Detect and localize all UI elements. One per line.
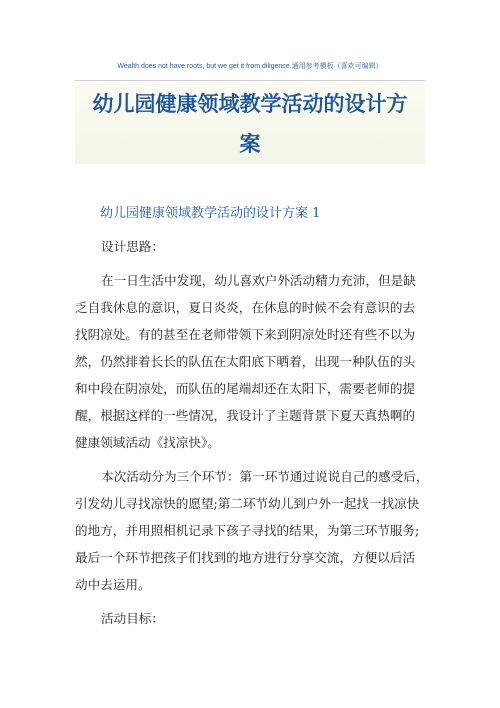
paragraph-line: 乏自我休息的意识，夏日炎炎，在休息的时候不会有意识的去 xyxy=(75,300,416,315)
paragraph-line: 本次活动分为三个环节：第一环节通过说说自己的感受后， xyxy=(101,469,429,484)
paragraph-design-rationale xyxy=(75,267,425,456)
title-line-2: 案 xyxy=(239,132,261,156)
header-tagline: Wealth does not have roots, but we get it from diligence.通用参考模板（喜欢可编辑） xyxy=(117,63,383,70)
paragraph-line: 和中段在阴凉处，而队伍的尾端却还在太阳下，需要老师的提 xyxy=(75,381,416,396)
paragraph-activity-stages xyxy=(75,463,429,598)
section-title: 幼儿园健康领域教学活动的设计方案 1 xyxy=(100,206,321,221)
design-label: 设计思路： xyxy=(101,239,164,254)
goal-label: 活动目标： xyxy=(101,611,164,626)
paragraph-line: 醒，根据这样的一些情况，我设计了主题背景下夏天真热啊的 xyxy=(75,408,416,423)
paragraph-line: 找阴凉处。有的甚至在老师带领下来到阴凉处时还有些不以为 xyxy=(75,327,416,342)
title-line-1: 幼儿园健康领域教学活动的设计方 xyxy=(92,92,408,116)
paragraph-line: 健康领域活动《找凉快》。 xyxy=(75,435,220,450)
paragraph-line: 在一日生活中发现，幼儿喜欢户外活动精力充沛，但是缺 xyxy=(101,273,416,288)
paragraph-line: 动中去运用。 xyxy=(75,577,151,592)
paragraph-line: 然，仍然排着长长的队伍在太阳底下晒着，出现一种队伍的头 xyxy=(75,354,416,369)
paragraph-line: 最后一个环节把孩子们找到的地方进行分享交流，方便以后活 xyxy=(75,550,416,565)
document-title xyxy=(75,84,425,164)
header-divider xyxy=(75,80,425,81)
paragraph-line: 引发幼儿寻找凉快的愿望;第二环节幼儿到户外一起找一找凉快 xyxy=(75,496,420,511)
paragraph-line: 的地方，并用照相机记录下孩子寻找的结果，为第三环节服务; xyxy=(75,523,420,538)
